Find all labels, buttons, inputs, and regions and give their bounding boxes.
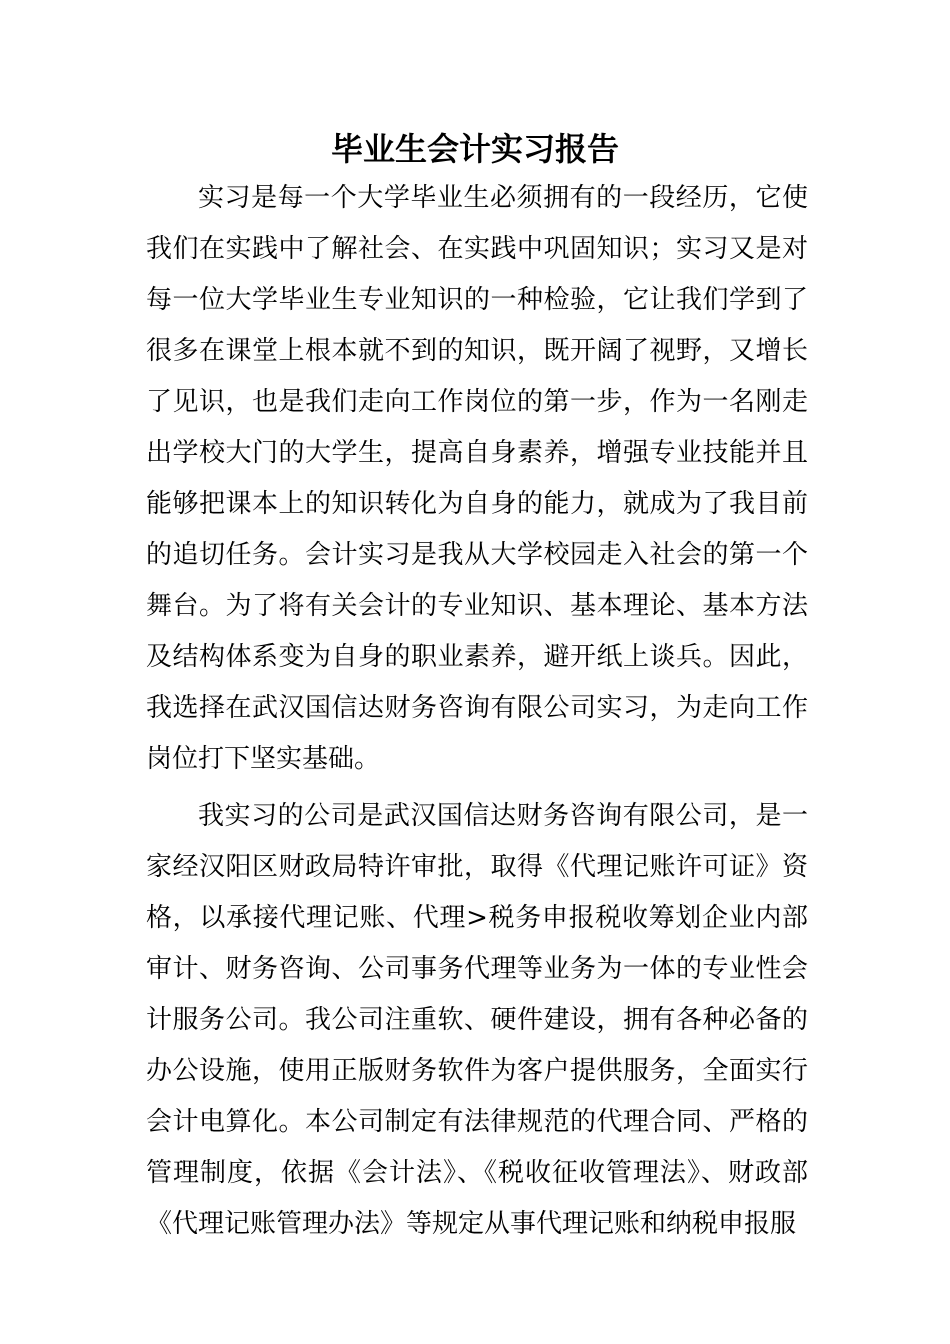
document-title: 毕业生会计实习报告 [330, 130, 619, 168]
document-body [146, 173, 808, 1250]
paragraph-company-intro: 我实习的公司是武汉国信达财务咨询有限公司，是一家经汉阳区财政局特许审批，取得《代理记账许可证》资格，以承接代理记账、代理>税务申报税收筹划企业内部审计、财务咨询、公司事务代理等业务为一体的专业性会计服务公司。我公司注重软、硬件建设，拥有各种必备的办公设施，使用正版财务软件为客户提供服务，全面实行会计电算化。本公司制定有法律规范的代理合同、严格的管理制度，依据《会计法》、《税收征收管理法》、财政部《代理记账管理办法》等规定从事代理记账和纳税申报服 [146, 801, 808, 1239]
paragraph-internship-intro: 实习是每一个大学毕业生必须拥有的一段经历，它使我们在实践中了解社会、在实践中巩固知识；实习又是对每一位大学毕业生专业知识的一种检验，它让我们学到了很多在课堂上根本就不到的知识，既开阔了视野，又增长了见识，也是我们走向工作岗位的第一步，作为一名刚走出学校大门的大学生，提高自身素养，增强专业技能并且能够把课本上的知识转化为自身的能力，就成为了我目前的追切任务。会计实习是我从大学校园走入社会的第一个舞台。为了将有关会计的专业知识、基本理论、基本方法及结构体系变为自身的职业素养，避开纸上谈兵。因此，我选择在武汉国信达财务咨询有限公司实习，为走向工作岗位打下坚实基础。 [146, 183, 808, 774]
